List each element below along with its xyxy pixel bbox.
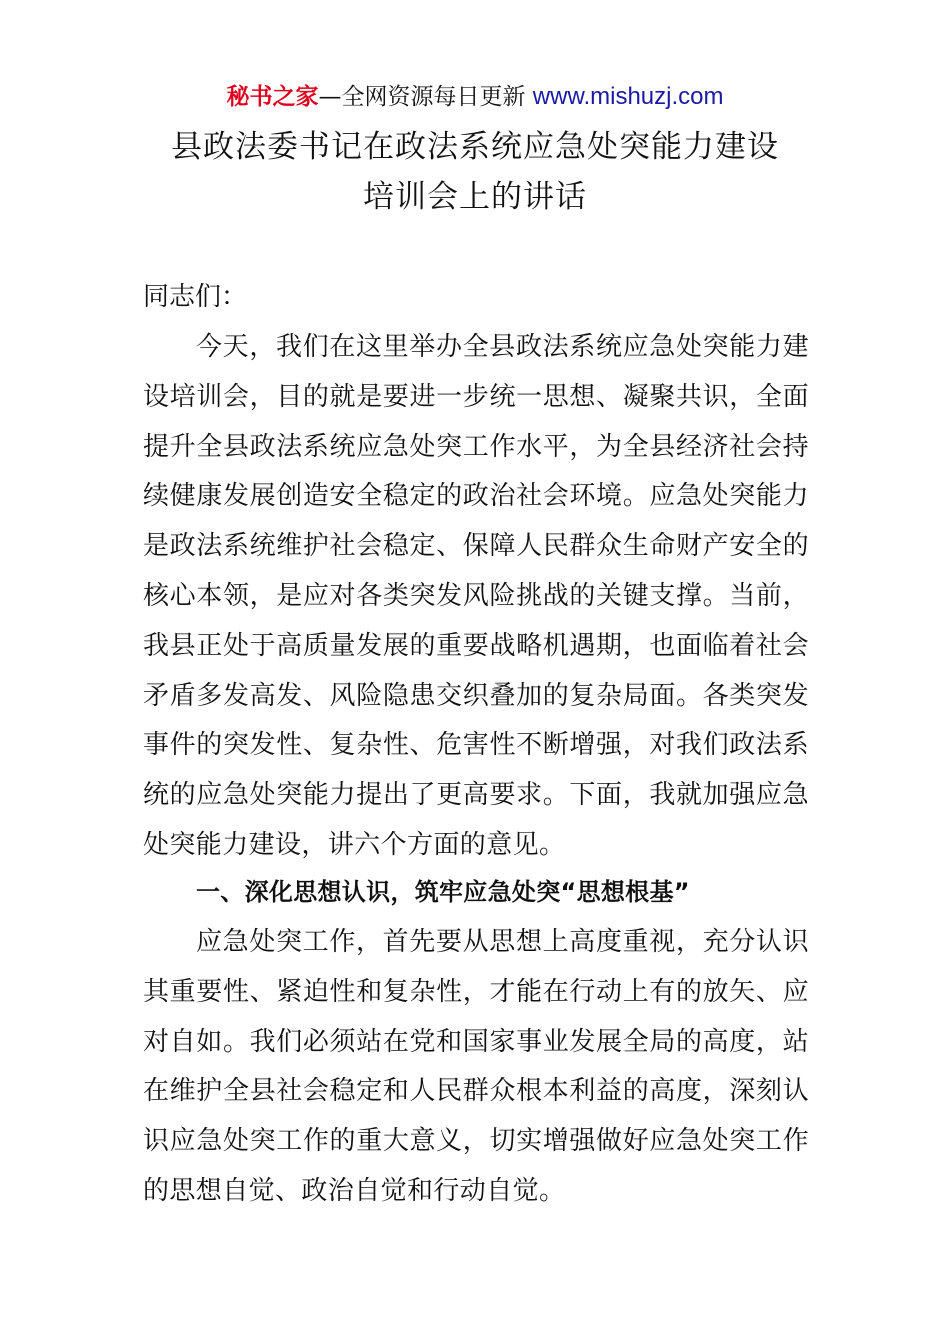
- paragraph-text: 应急处突工作，首先要从思想上高度重视，充分认识其重要性、紧迫性和复杂性，才能在行动上有的放矢、应对自如。我们必须站在党和国家事业发展全局的高度，站在维护全县社会稳定和人民群众根本利益的高度，深刻认识应急处突工作的重大意义，切实增强做好应急处突工作的思想自觉、政治自觉和行动自觉。: [143, 927, 809, 1206]
- document-title-line-1: 县政法委书记在政法系统应急处突能力建设: [171, 129, 779, 165]
- site-brand: 秘书之家: [226, 84, 319, 110]
- section-heading-1: 一、深化思想认识，筑牢应急处突“思想根基”: [196, 878, 690, 906]
- site-tagline: —全网资源每日更新: [318, 84, 533, 110]
- site-header: [0, 80, 950, 114]
- body-paragraph-2: [143, 918, 809, 1217]
- site-url-link[interactable]: www.mishuzj.com: [532, 83, 724, 110]
- document-title-line-2: 培训会上的讲话: [363, 179, 587, 215]
- body-paragraph-1: [143, 323, 809, 871]
- paragraph-text: 今天，我们在这里举办全县政法系统应急处突能力建设培训会，目的就是要进一步统一思想、凝聚共识，全面提升全县政法系统应急处突工作水平，为全县经济社会持续健康发展创造安全稳定的政治社会环境。应急处突能力是政法系统维护社会稳定、保障人民群众生命财产安全的核心本领，是应对各类突发风险挑战的关键支撑。当前，我县正处于高质量发展的重要战略机遇期，也面临着社会矛盾多发高发、风险隐患交织叠加的复杂局面。各类突发事件的突发性、复杂性、危害性不断增强，对我们政法系统的应急处突能力提出了更高要求。下面，我就加强应急处突能力建设，讲六个方面的意见。: [143, 332, 809, 860]
- salutation: 同志们：: [143, 282, 248, 312]
